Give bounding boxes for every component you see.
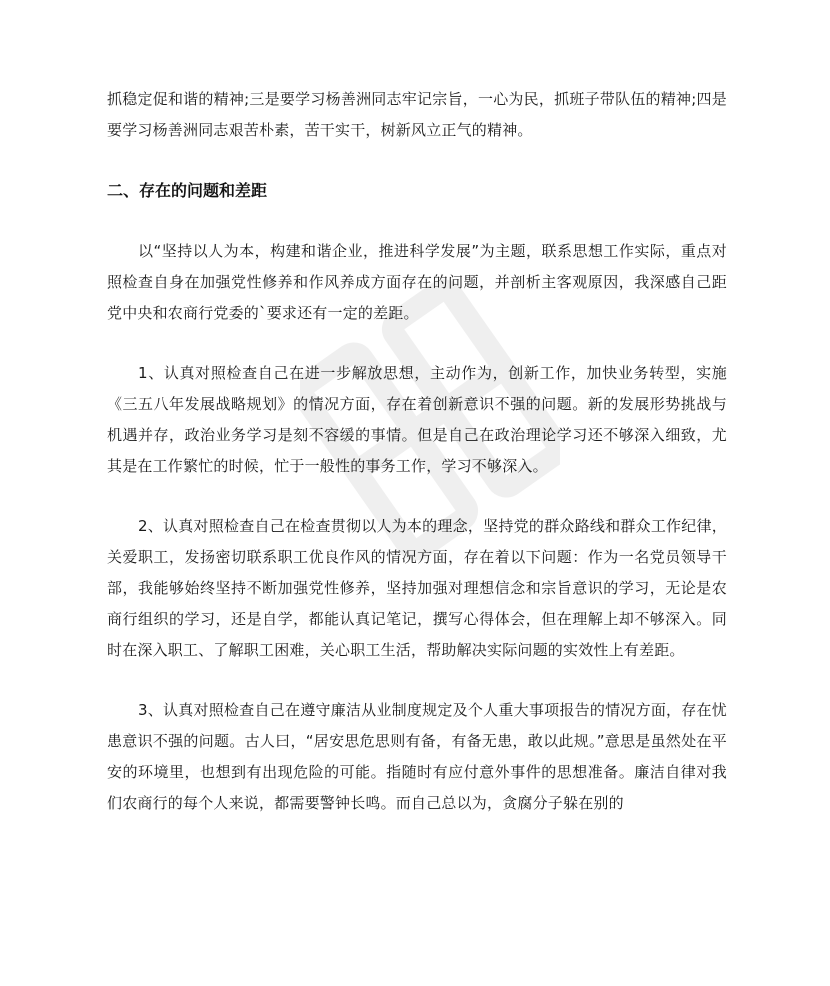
paragraph-item-3: 3、认真对照检查自己在遵守廉洁从业制度规定及个人重大事项报告的情况方面，存在忧患意识不强的问题。古人曰，“居安思危思则有备，有备无患，敢以此规。”意思是虽然处在平安的环境里，也想到有出现危险的可能。指随时有应付意外事件的思想准备。廉洁自律对我们农商行的每个人来说，都需要警钟长鸣。而自己总以为，贪腐分子躲在别的 <box>107 701 727 812</box>
paragraph-intro: 以“坚持以人为本，构建和谐企业，推进科学发展”为主题，联系思想工作实际，重点对照检查自身在加强党性修养和作风养成方面存在的问题，并剖析主客观原因，我深感自己距党中央和农商行党委的`要求还有一定的差距。 <box>107 242 727 322</box>
paragraph-continuation: 抓稳定促和谐的精神;三是要学习杨善洲同志牢记宗旨，一心为民，抓班子带队伍的精神;四是要学习杨善洲同志艰苦朴素，苦干实干，树新风立正气的精神。 <box>107 90 727 139</box>
paragraph-item-1: 1、认真对照检查自己在进一步解放思想，主动作为，创新工作，加快业务转型，实施《三五八年发展战略规划》的情况方面，存在着创新意识不强的问题。新的发展形势挑战与机遇并存，政治业务学习是刻不容缓的事情。但是自己在政治理论学习还不够深入细致，尤其是在工作繁忙的时候，忙于一般性的事务工作，学习不够深入。 <box>107 364 727 475</box>
document-body <box>107 84 727 848</box>
section-heading: 二、存在的问题和差距 <box>107 181 268 200</box>
paragraph-item-2: 2、认真对照检查自己在检查贯彻以人为本的理念，坚持党的群众路线和群众工作纪律，关爱职工，发扬密切联系职工优良作风的情况方面，存在着以下问题：作为一名党员领导干部，我能够始终坚持不断加强党性修养，坚持加强对理想信念和宗旨意识的学习，无论是农商行组织的学习，还是自学，都能认真记笔记，撰写心得体会，但在理解上却不够深入。同时在深入职工、了解职工困难，关心职工生活，帮助解决实际问题的实效性上有差距。 <box>107 517 727 659</box>
